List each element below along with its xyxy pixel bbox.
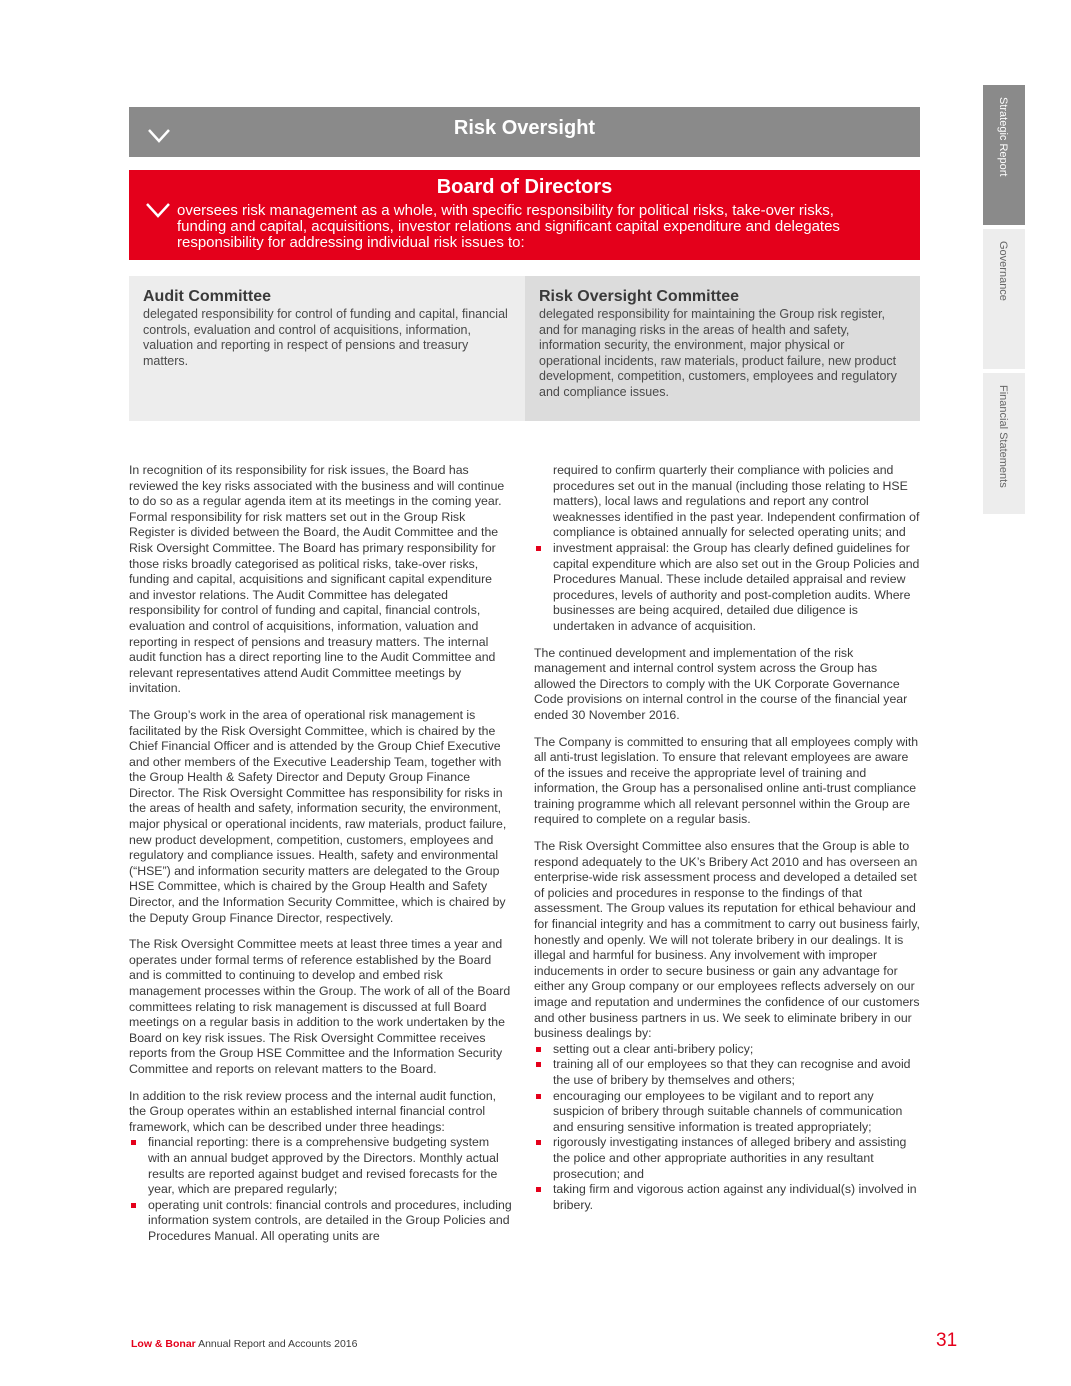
list-item: training all of our employees so that they can recognise and avoid the use of bribery by themselves and others; [534,1057,922,1088]
left-column [129,463,513,1256]
risk-committee-text: delegated responsibility for maintaining the Group risk register, and for managing risks in the areas of health and safety, information security, the environment, major physical or operational incidents, raw materials, product failure, new product development, competition, customers, employees and regulatory and compliance issues. [539,307,897,399]
footer [131,1338,357,1350]
footer-title: Annual Report and Accounts 2016 [198,1338,358,1350]
board-description: oversees risk management as a whole, with specific responsibility for political risks, take-over risks, funding and capital, acquisitions, investor relations and significant capital expenditure and delegates responsibility for addressing individual risk issues to: [177,202,840,251]
tab-label: Strategic Report [997,97,1009,177]
paragraph: The Risk Oversight Committee meets at least three times a year and operates under formal terms of reference established by the Board and is committed to continuing to develop and embed risk management processes within the Group. The work of all of the Board committees relating to risk management is discussed at full Board meetings on a regular basis in addition to the work undertaken by the Board on key risk issues. The Risk Oversight Committee receives reports from the Group HSE Committee and the Information Security Committee and reports on relevant matters to the Board. [129,937,511,1076]
risk-oversight-title: Risk Oversight [453,117,596,139]
footer-brand: Low & Bonar [131,1338,196,1350]
control-list-continued [534,463,922,635]
page-number: 31 [936,1330,958,1351]
list-item: encouraging our employees to be vigilant and to report any suspicion of bribery through suitable channels of communication and ensuring sensitive information is treated appropriately; [534,1089,922,1136]
right-column [534,463,922,1224]
paragraph: In recognition of its responsibility for risk issues, the Board has reviewed the key risks associated with the business and will continue to do so as a regular agenda item at its meetings in the coming year. Formal responsibility for risk matters set out in the Group Risk Register is divided between the Board, the Audit Committee and the Risk Oversight Committee. The Board has primary responsibility for those risks broadly categorised as political risks, take-over risks, funding and capital, acquisitions and significant capital expenditure and investor relations. The Audit Committee has delegated responsibility for control of funding and capital, financial controls, evaluation and control of acquisitions, information, valuation and reporting in respect of pensions and treasury matters. The internal audit function has a direct reporting line to the Audit Committee and relevant representatives attend Audit Committee meetings by invitation. [129,463,505,696]
audit-committee-box [129,276,525,421]
list-item: required to confirm quarterly their compliance with policies and procedures set out in the manual (including those relating to HSE matters), local laws and regulations and report any control weaknesses identified in the past year. Independent confirmation of compliance is obtained annually for selected operating units; and [553,463,920,540]
paragraph: The Company is committed to ensuring that all employees comply with all anti-trust legislation. To ensure that relevant employees are aware of the issues and receive the appropriate level of training and information, the Group has a personalised online anti-trust compliance training programme which all relevant personnel within the Group are required to complete on a regular basis. [534,734,919,827]
audit-committee-title: Audit Committee [143,288,271,305]
paragraph: The Group’s work in the area of operational risk management is facilitated by the Risk Oversight Committee, which is chaired by the Chief Financial Officer and is attended by the Group Chief Executive and other members of the Executive Leadership Team, together with the Group Health & Safety Director and Deputy Group Finance Director. The Risk Oversight Committee has responsibility for risks in the areas of health and safety, information security, the environment, major physical or operational incidents, raw materials, product failure, new product development, competition, customers, employees and regulatory and compliance issues. Health, safety and environmental (“HSE”) and information security matters are delegated to the Group HSE Committee, which is chaired by the Group Health and Safety Director, and the Information Security Committee, which is chaired by the Deputy Group Finance Director, respectively. [129,707,507,925]
bribery-list [534,1042,922,1214]
paragraph: In addition to the risk review process and the internal audit function, the Group operates within an established internal financial control framework, which can be described under three headings: [129,1088,497,1134]
board-banner [129,170,920,260]
risk-oversight-banner [129,107,920,157]
tab-governance[interactable] [983,229,1025,369]
list-item: operating unit controls: financial controls and procedures, including information system controls, are detailed in the Group Policies and Procedures Manual. All operating units are [129,1198,513,1245]
paragraph: The Risk Oversight Committee also ensures that the Group is able to respond adequately to the UK’s Bribery Act 2010 and has overseen an enterprise-wide risk assessment process and developed a detailed set of policies and procedures in response to the findings of that assessment. The Group values its reputation for ethical behaviour and for financial integrity and has a commitment to carry out business fairly, honestly and openly. We will not tolerate bribery in our dealings. It is illegal and harmful for business. Any involvement with improper inducements in order to secure business or gain any advantage for either any Group company or our employees reflects adversely on our image and reputation and undermines the confidence of our customers and other business partners in us. We seek to eliminate bribery in our business dealings by: [534,839,920,1041]
list-item: taking firm and vigorous action against any individual(s) involved in bribery. [534,1182,922,1213]
tab-financial-statements[interactable] [983,373,1025,514]
risk-committee-box [525,276,920,421]
risk-committee-title: Risk Oversight Committee [539,288,740,305]
paragraph: The continued development and implementation of the risk management and internal control system across the Group has allowed the Directors to comply with the UK Corporate Governance Code provisions on internal control in the course of the financial year ended 30 November 2016. [534,645,908,722]
board-title: Board of Directors [436,176,613,198]
list-item: rigorously investigating instances of alleged bribery and assisting the police and other appropriate authorities in any resultant prosecution; and [534,1135,922,1182]
list-item: investment appraisal: the Group has clearly defined guidelines for capital expenditure which are also set out in the Group Policies and Procedures Manual. These include detailed appraisal and review procedures, levels of authority and post-completion audits. Where businesses are being acquired, detailed due diligence is undertaken in advance of acquisition. [534,541,922,635]
chevron-down-icon [146,203,170,218]
tab-label: Governance [997,241,1009,301]
audit-committee-text: delegated responsibility for control of funding and capital, financial controls, evaluation and control of acquisitions, information, valuation and reporting in respect of pensions and treasury matters. [143,307,508,368]
list-item: financial reporting: there is a comprehensive budgeting system with an annual budget approved by the Directors. Monthly actual results are reported against budget and revised forecasts for the year, which are prepared regularly; [129,1135,513,1197]
control-list [129,1135,513,1244]
committees-panel [129,276,920,421]
tab-label: Financial Statements [997,385,1009,488]
list-item: setting out a clear anti-bribery policy; [534,1042,922,1058]
tab-strategic-report[interactable] [983,85,1025,225]
